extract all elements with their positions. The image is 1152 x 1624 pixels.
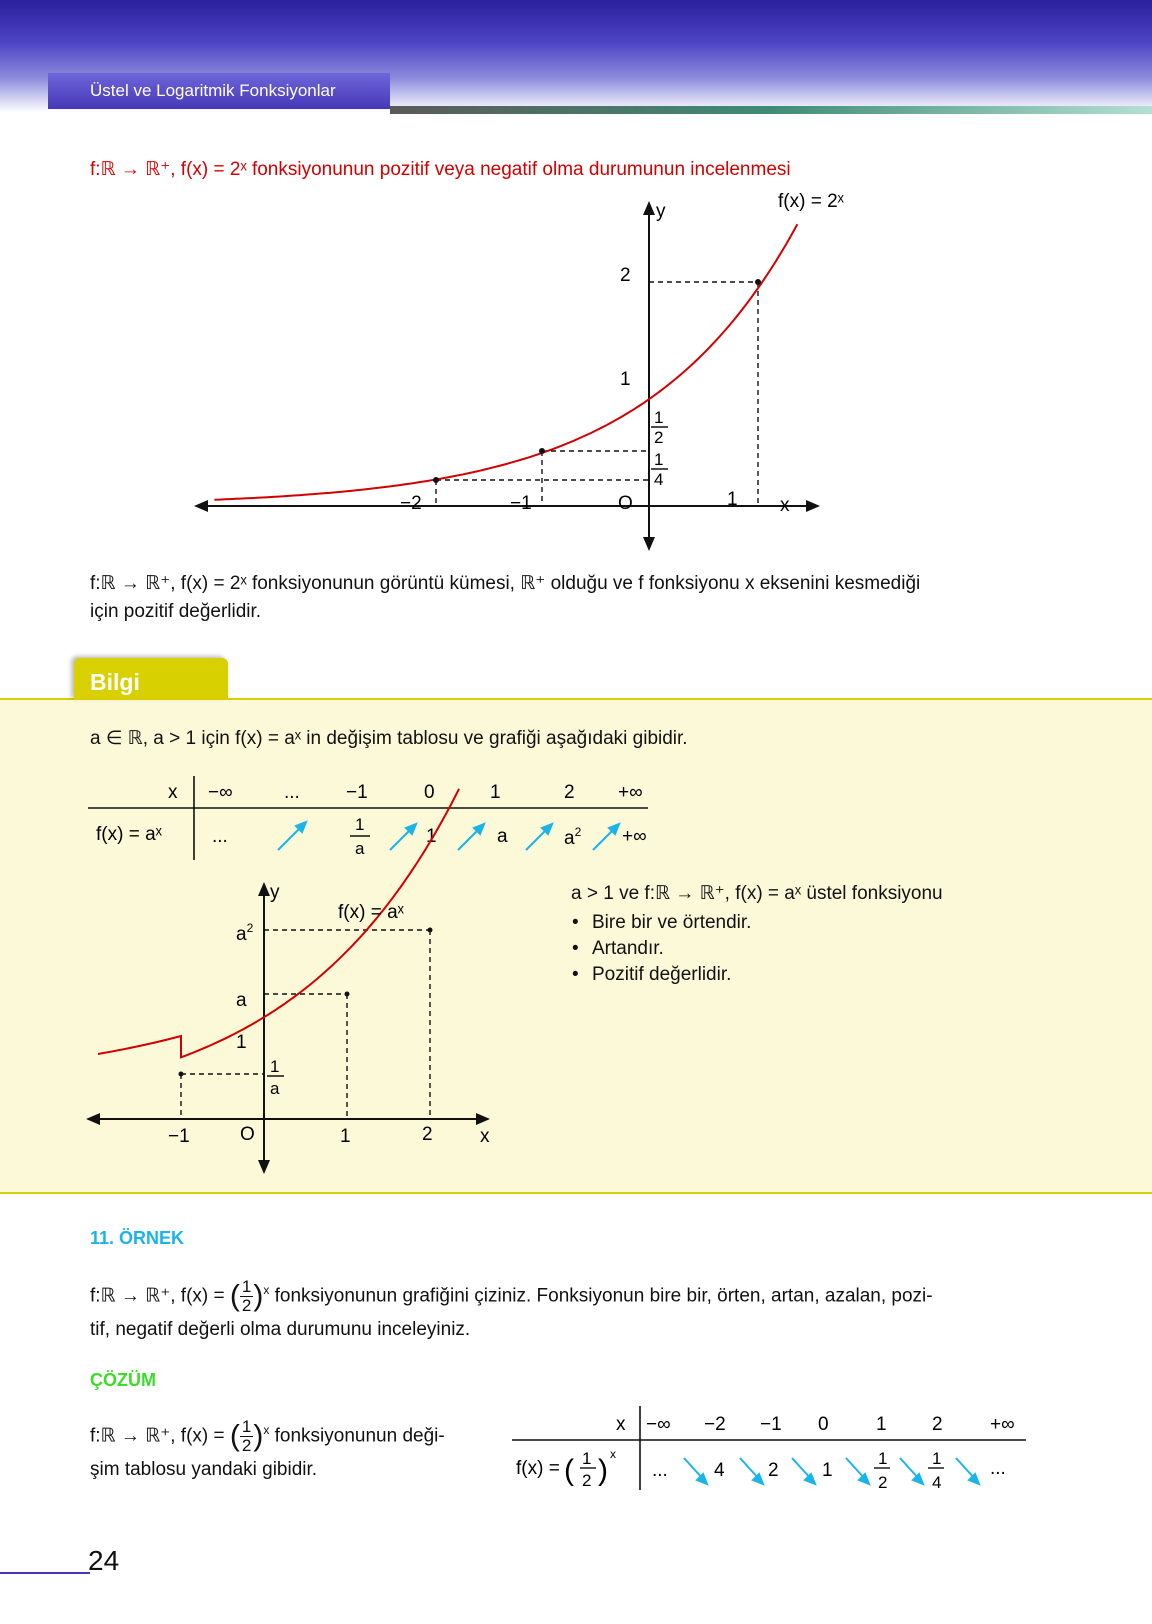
table-cell: ... (990, 1458, 1006, 1479)
svg-text:1: 1 (878, 1449, 888, 1468)
footer-rule (0, 1572, 90, 1574)
table-cell: 0 (818, 1414, 829, 1435)
y-axis-label: y (270, 882, 280, 903)
x-tick: 1 (340, 1126, 351, 1147)
svg-text:1: 1 (582, 1449, 592, 1468)
y-frac-num: 1 (270, 1057, 280, 1076)
y-axis-down-arrow-icon (643, 537, 655, 551)
table-cell: a (497, 826, 508, 847)
x-axis-right-arrow-icon (806, 500, 820, 512)
table-cell: 2 (564, 782, 575, 803)
table-cell: −2 (704, 1414, 726, 1435)
x-axis-left-arrow-icon (86, 1113, 100, 1125)
example-text: fonksiyonunun grafiğini çiziniz. Fonksiyonun bire bir, örten, artan, azalan, pozi- (274, 1285, 933, 1307)
x-tick: −2 (400, 493, 422, 514)
graph-a-power-x (84, 878, 504, 1178)
table-cell: 1 (490, 782, 501, 803)
function-label: f(x) = aˣ (338, 902, 404, 923)
table-cell: −1 (760, 1414, 782, 1435)
section1-paragraph-line2: için pozitif değerlidir. (90, 601, 262, 622)
x-axis-right-arrow-icon (476, 1113, 490, 1125)
y-tick: a (236, 990, 247, 1011)
table-cell: −1 (346, 782, 368, 803)
x-tick: −1 (510, 493, 532, 514)
table-cell: 2 (768, 1460, 779, 1481)
table-cell: −∞ (646, 1414, 671, 1435)
y-frac-den: a (270, 1079, 280, 1098)
example-fraction: $\frac{1}{2}$ (241, 1277, 252, 1315)
section1-paragraph-line1: f:ℝ → ℝ⁺, f(x) = 2ˣ fonksiyonunun görüntü kümesi, ℝ⁺ olduğu ve f fonksiyonu x eksenini kesmediği (90, 573, 921, 594)
table-cell: 1 (822, 1460, 833, 1481)
bilgi-tab: Bilgi (74, 658, 228, 700)
table-header: x (168, 782, 178, 803)
table-cell: ... (212, 826, 228, 847)
table-cell: ... (284, 782, 300, 803)
function-label: f(x) = 2ˣ (778, 191, 844, 212)
svg-text:1: 1 (932, 1449, 942, 1468)
table-cell: 1 (876, 1414, 887, 1435)
table-cell: $a^2$ (564, 825, 582, 849)
y-tick: 2 (620, 265, 631, 286)
properties-title: a > 1 ve f:ℝ → ℝ⁺, f(x) = aˣ üstel fonksiyonu (571, 883, 943, 904)
table-cell: +∞ (622, 826, 647, 847)
y-tick: 1 (236, 1032, 247, 1053)
table-cell: −∞ (208, 782, 233, 803)
header-rule (390, 106, 1152, 114)
origin-label: O (618, 493, 633, 514)
x-tick: −1 (168, 1126, 190, 1147)
solution-line2: şim tablosu yandaki gibidir. (90, 1459, 318, 1480)
origin-label: O (240, 1124, 255, 1145)
table-cell: 2 (932, 1414, 943, 1435)
table-header: f(x) = aˣ (96, 824, 162, 845)
graph-2-power-x (190, 191, 844, 555)
y-frac-num: 1 (654, 408, 664, 427)
table-cell: 0 (424, 782, 435, 803)
table-header: f(x) = (516, 1458, 560, 1479)
table-cell: ... (652, 1460, 668, 1481)
bilgi-intro: a ∈ ℝ, a > 1 için f(x) = aˣ in değişim tablosu ve grafiği aşağıdaki gibidir. (90, 728, 688, 749)
svg-text:2: 2 (878, 1473, 888, 1492)
svg-text:): ) (598, 1454, 608, 1487)
x-tick: 2 (422, 1124, 433, 1145)
property-item: • Bire bir ve örtendir. (592, 912, 751, 934)
example-line2: tif, negatif değerli olma durumunu inceleyiniz. (90, 1319, 471, 1340)
y-frac-num: 1 (654, 450, 664, 469)
svg-text:(: ( (564, 1454, 574, 1487)
page-number: 24 (88, 1545, 120, 1576)
y-frac-den: 2 (654, 428, 664, 447)
svg-text:2: 2 (582, 1471, 592, 1490)
y-axis-down-arrow-icon (258, 1160, 270, 1174)
x-axis-label: x (780, 495, 790, 516)
y-axis-label: y (656, 201, 666, 222)
y-axis-up-arrow-icon (258, 882, 270, 896)
example-line1: f:ℝ → ℝ⁺, f(x) = ( $\frac{1}{2}$ )$^x$ fonksiyonunun grafiğini çiziniz. Fonksiyonun bire bir, örten, artan, azalan, pozi- (90, 1277, 933, 1315)
section1-heading: f:ℝ → ℝ⁺, f(x) = 2ˣ fonksiyonunun pozitif veya negatif olma durumunun incelenmesi (90, 159, 791, 180)
x-axis-label: x (480, 1126, 490, 1147)
table-cell: +∞ (618, 782, 643, 803)
solution-variation-table (512, 1400, 1032, 1492)
example-title: 11. ÖRNEK (90, 1228, 185, 1248)
y-axis-up-arrow-icon (643, 201, 655, 215)
x-tick: 1 (727, 489, 738, 510)
chapter-title: Üstel ve Logaritmik Fonksiyonlar (48, 73, 390, 109)
table-cell: 4 (714, 1460, 725, 1481)
bilgi-variation-table (88, 770, 668, 862)
table-frac-num: 1 (355, 815, 365, 834)
example-formula-prefix: f:ℝ → ℝ⁺, f(x) = (90, 1285, 225, 1307)
solution-line1: f:ℝ → ℝ⁺, f(x) = ( $\frac{1}{2}$ )$^x$ fonksiyonunun deği- (90, 1417, 445, 1455)
y-frac-den: 4 (654, 470, 664, 489)
property-item: • Artandır. (592, 938, 664, 960)
table-cell: +∞ (990, 1414, 1015, 1435)
y-tick: $a^2$ (236, 921, 254, 945)
table-frac-den: a (355, 839, 365, 858)
property-item: • Pozitif değerlidir. (592, 964, 731, 986)
x-axis-left-arrow-icon (194, 500, 208, 512)
solution-title: ÇÖZÜM (90, 1370, 156, 1390)
svg-text:4: 4 (932, 1473, 942, 1492)
table-cell: 1 (426, 826, 437, 847)
svg-text:x: x (610, 1447, 616, 1461)
y-tick: 1 (620, 369, 631, 390)
table-header: x (616, 1414, 626, 1435)
